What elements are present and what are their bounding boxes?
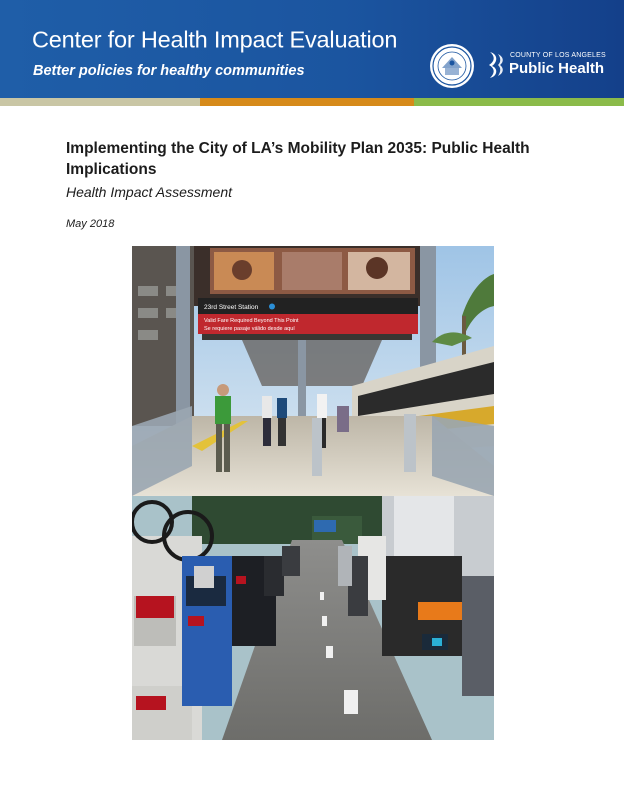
document-title: Implementing the City of LA’s Mobility Plan 2035: Public Health Implications: [66, 140, 530, 178]
station-sign-text: 23rd Street Station: [204, 304, 259, 311]
fare-notice-english: Valid Fare Required Beyond This Point: [204, 318, 299, 324]
logo-county-label: COUNTY OF LOS ANGELES: [510, 52, 606, 59]
org-tagline: Better policies for healthy communities: [33, 63, 305, 79]
org-title: Center for Health Impact Evaluation: [32, 26, 398, 53]
header-banner: [0, 0, 624, 98]
station-platform-photo: [132, 246, 494, 496]
accent-stripe-green: [414, 98, 624, 106]
county-seal-icon: [429, 43, 475, 89]
traffic-congestion-photo: [132, 496, 494, 740]
fare-notice-spanish: Se requiere pasaje válido desde aquí: [204, 326, 295, 332]
logo-public-health-label: Public Health: [509, 60, 605, 77]
accent-stripe-orange: [200, 98, 414, 106]
document-date: May 2018: [66, 218, 115, 230]
document-subtitle: Health Impact Assessment: [66, 184, 232, 200]
accent-stripe-tan: [0, 98, 200, 106]
